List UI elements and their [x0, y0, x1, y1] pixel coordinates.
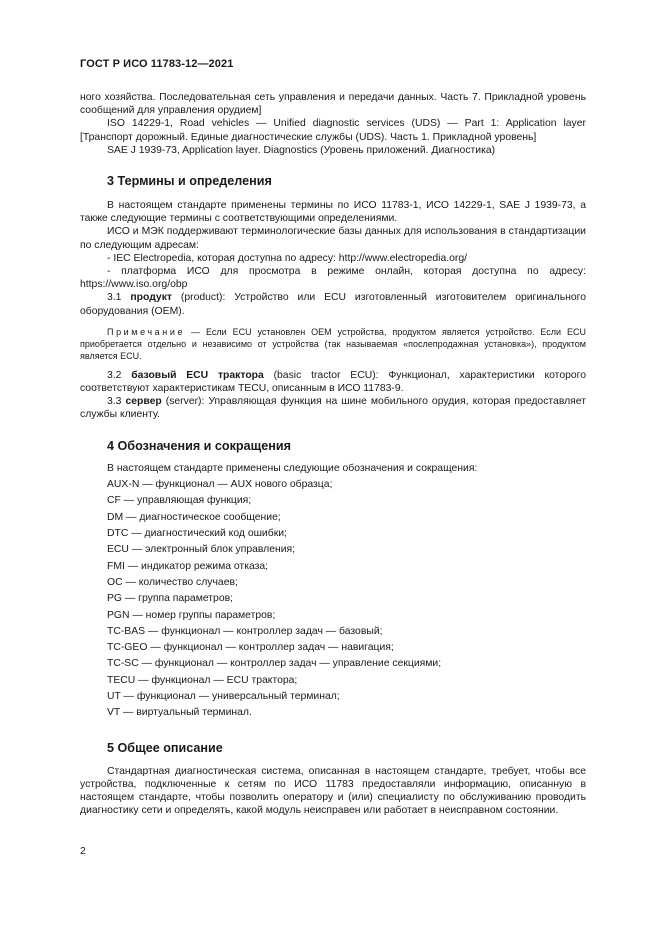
section-5-paragraph: Стандартная диагностическая система, описанная в настоящем стандарте, требует, чтобы все устройства, подключенные к сетям по ИСО 11783 предоставляли информацию, описанную в настоящем стандарте, чтобы позволить оператору и (или) специалисту по обслуживанию проводить диагностику сети и определять, какой модуль неисправен или работает в неисправном состоянии. [80, 765, 586, 817]
term-number: 3.2 [107, 369, 132, 381]
list-item: TC-SC — функционал — контроллер задач — управление секциями; [107, 658, 442, 670]
reference-iso-14229: ISO 14229-1, Road vehicles — Unified diagnostic services (UDS) — Part 1: Application layer [Транспорт дорожный. Единые диагностические службы (UDS). Часть 1. Прикладной уровень] [80, 118, 586, 143]
list-item: VT — виртуальный терминал. [107, 707, 252, 719]
list-item: OC — количество случаев; [107, 576, 238, 588]
page-number: 2 [80, 846, 86, 857]
list-item: DM — диагностическое сообщение; [107, 511, 281, 523]
note-3-1 [80, 326, 586, 362]
term-definition: (basic tractor ECU): Функционал, характеристики которого соответствуют характеристикам TECU, описанным в ИСО 11783-9. [80, 369, 587, 395]
section-3-intro: В настоящем стандарте применены термины по ИСО 11783-1, ИСО 14229-1, SAE J 1939-73, а также следующие термины с соответствующими определениями. [80, 200, 586, 225]
term-definition: (product): Устройство или ECU изготовленный изготовителем оригинального оборудования (OEM). [80, 292, 586, 317]
term-name: сервер [125, 396, 162, 408]
reference-continuation: ного хозяйства. Последовательная сеть управления и передачи данных. Часть 7. Прикладной уровень сообщений для управления орудием] [80, 92, 586, 117]
term-3-2 [80, 369, 586, 395]
document-header: ГОСТ Р ИСО 11783-12—2021 [80, 58, 234, 70]
section-5-heading: 5 Общее описание [107, 740, 223, 755]
note-label: Примечание [107, 326, 186, 337]
term-number: 3.3 [107, 396, 126, 408]
term-name: базовый ECU трактора [131, 369, 264, 381]
section-4-heading: 4 Обозначения и сокращения [107, 438, 291, 453]
term-definition: (server): Управляющая функция на шине мобильного орудия, которая предоставляет службы клиенту. [80, 396, 586, 421]
iso-obp-link-item: - платформа ИСО для просмотра в режиме онлайн, которая доступна по адресу: https://www.iso.org/obp [80, 266, 586, 291]
electropedia-link-item: - IEC Electropedia, которая доступна по адресу: http://www.electropedia.org/ [107, 252, 468, 264]
abbreviation-list [80, 477, 586, 721]
note-text: — Если ECU установлен OEM устройства, продуктом является устройство. Если ECU приобретается отдельно и независимо от устройства (так называемая «послепродажная установка»), продуктом является ECU. [80, 326, 586, 361]
list-item: DTC — диагностический код ошибки; [107, 528, 287, 540]
term-name: продукт [130, 292, 172, 304]
page-content [80, 91, 586, 817]
list-item: TECU — функционал — ECU трактора; [107, 674, 298, 686]
section-3-heading: 3 Термины и определения [107, 174, 272, 189]
list-item: UT — функционал — универсальный терминал; [107, 691, 340, 703]
term-3-1 [80, 291, 586, 317]
list-item: TC-BAS — функционал — контроллер задач — базовый; [107, 625, 383, 637]
term-3-3 [80, 395, 586, 421]
list-item: FMI — индикатор режима отказа; [107, 560, 269, 572]
section-4-intro: В настоящем стандарте применены следующие обозначения и сокращения: [107, 462, 478, 474]
list-item: AUX-N — функционал — AUX нового образца; [107, 479, 333, 491]
list-item: PG — группа параметров; [107, 593, 234, 605]
section-3-databases: ИСО и МЭК поддерживают терминологические базы данных для использования в стандартизации по следующим адресам: [80, 226, 586, 251]
term-number: 3.1 [107, 292, 131, 304]
reference-sae-j1939: SAE J 1939-73, Application layer. Diagnostics (Уровень приложений. Диагностика) [107, 144, 496, 156]
list-item: ECU — электронный блок управления; [107, 544, 296, 556]
list-item: TC-GEO — функционал — контроллер задач — навигация; [107, 642, 394, 654]
list-item: PGN — номер группы параметров; [107, 609, 276, 621]
list-item: CF — управляющая функция; [107, 495, 252, 507]
